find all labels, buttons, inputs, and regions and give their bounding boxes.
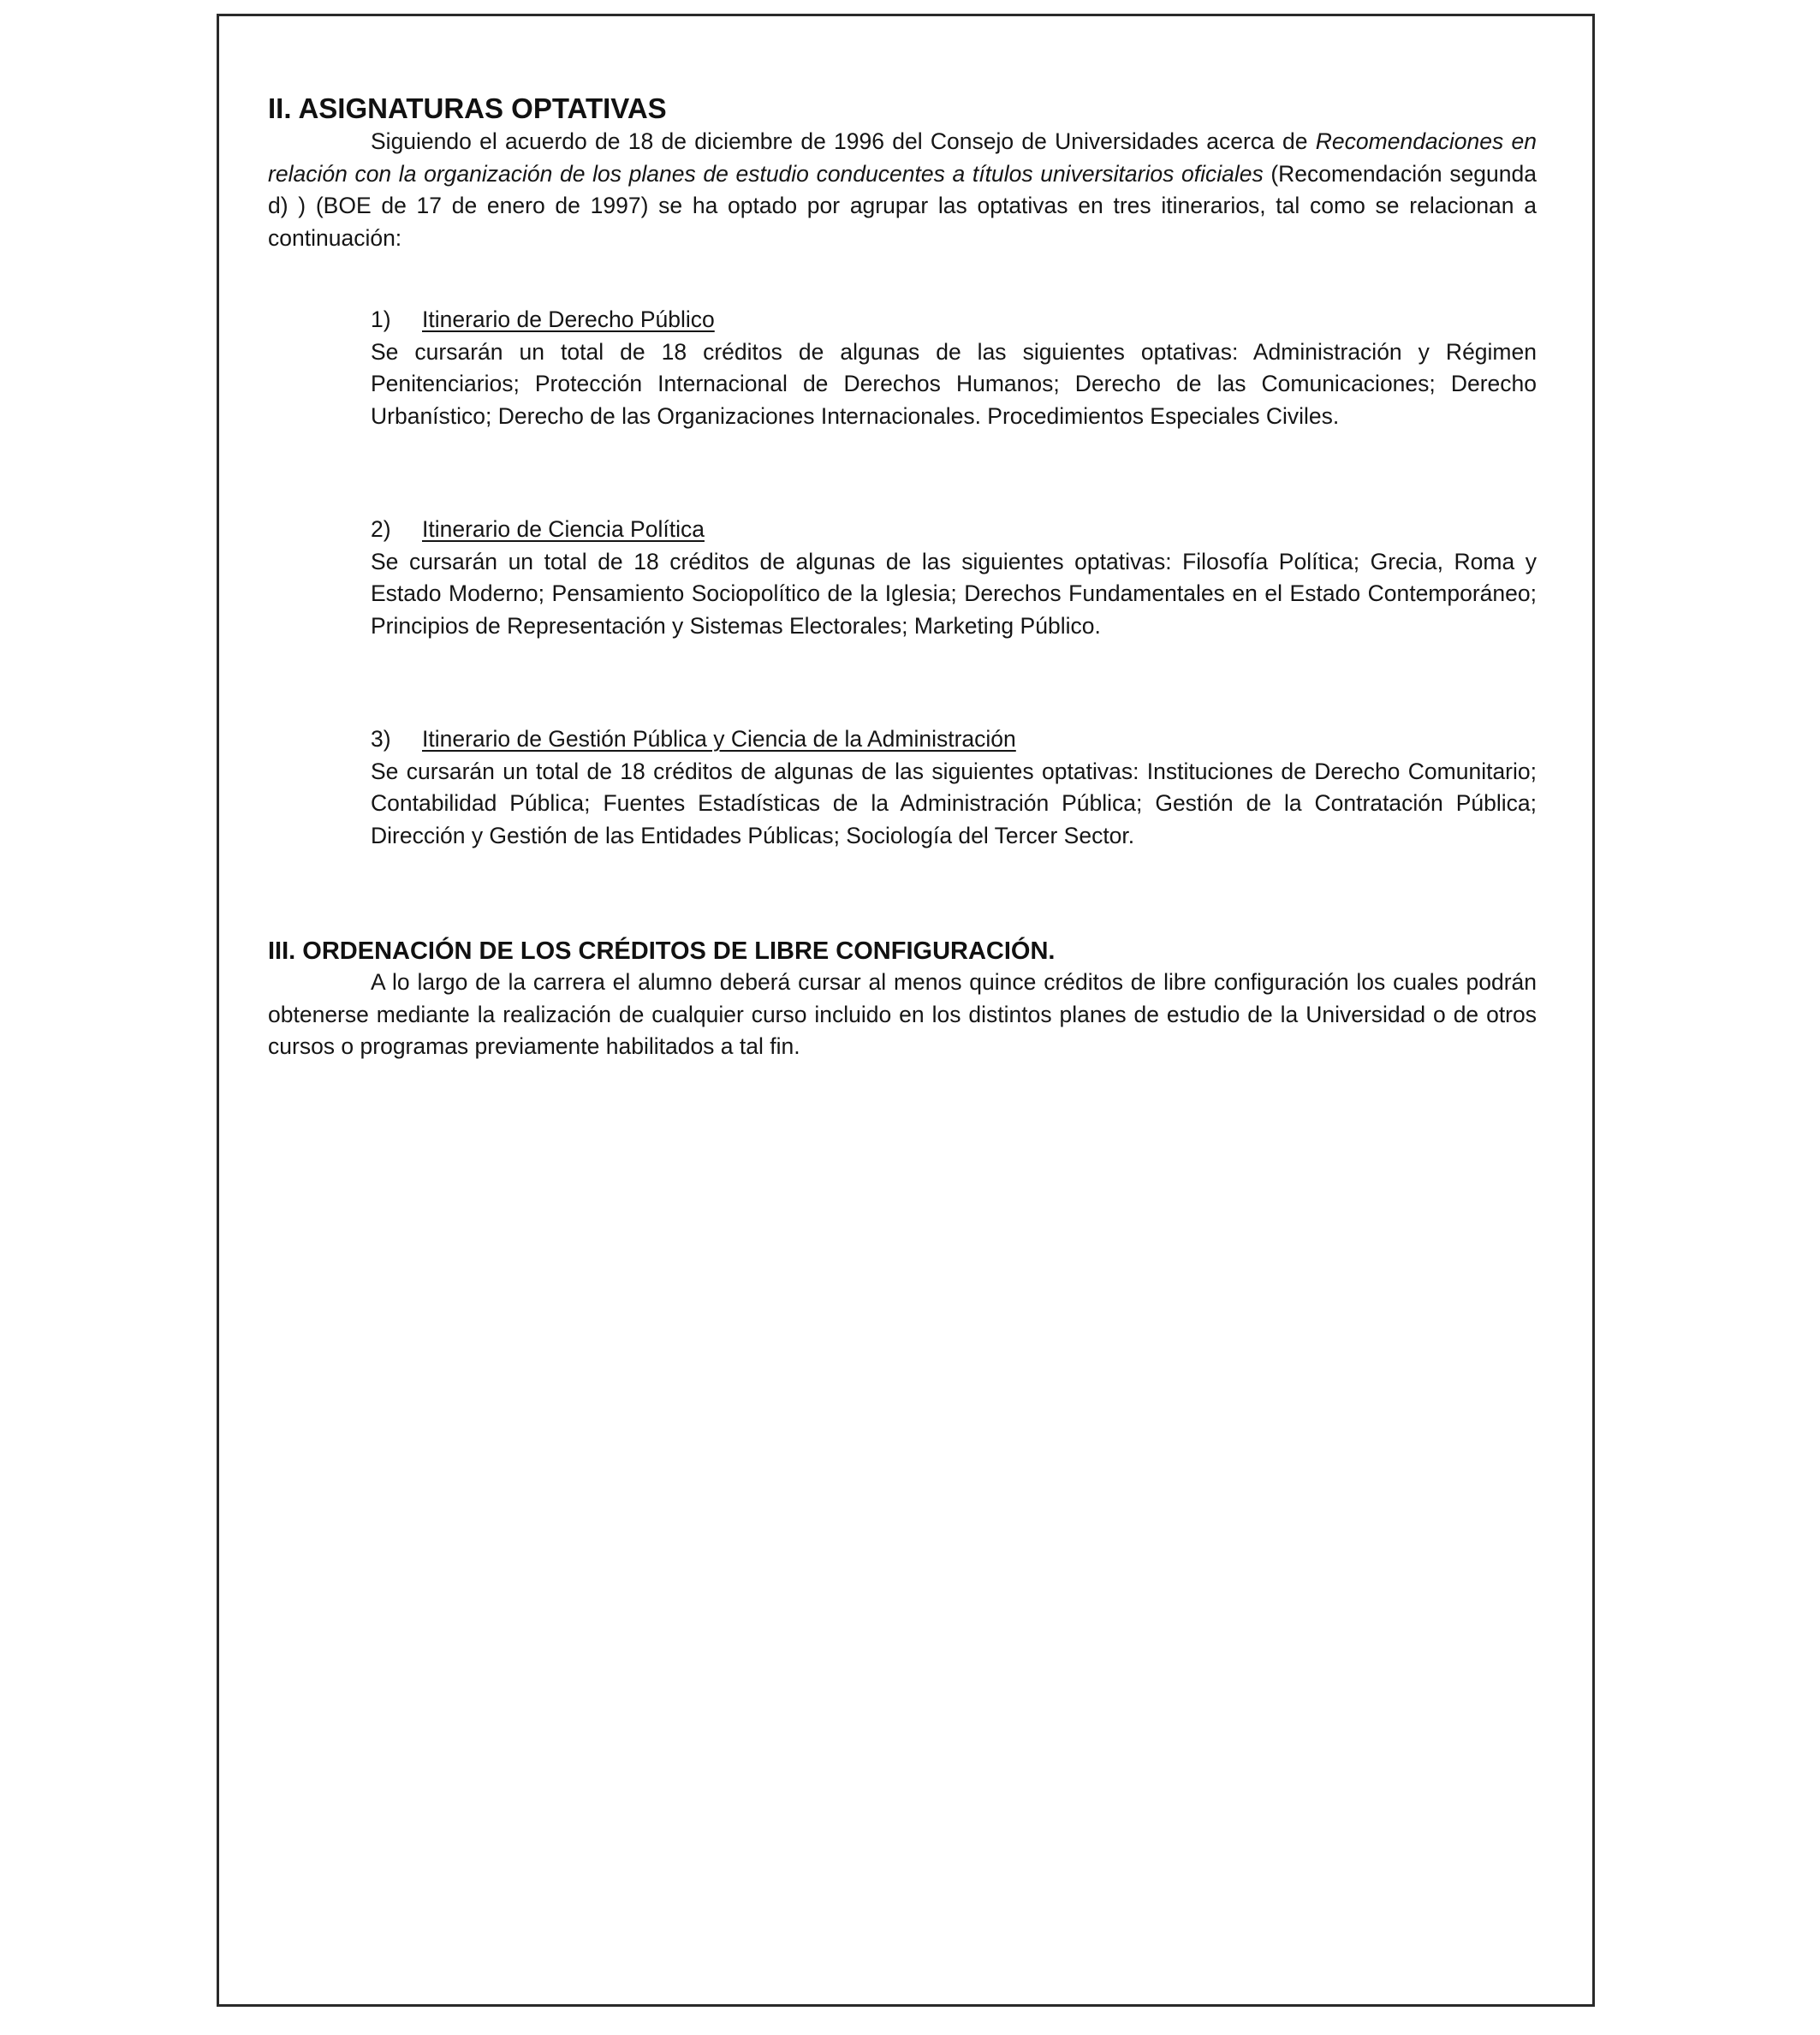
itinerary-number: 1) [371,306,391,332]
itinerary-number: 2) [371,516,391,542]
itinerary-description: Se cursarán un total de 18 créditos de algunas de las siguientes optativas: Administración y Régimen Penitenciarios; Protección Internacional de Derechos Humanos; Derecho de las Comunicaciones; Derecho Urbanístico; Derecho de las Organizaciones Internacionales. Procedimientos Especiales Civiles. [371,338,1537,429]
itinerary-title: Itinerario de Gestión Pública y Ciencia de la Administración [422,726,1016,752]
itinerary-title: Itinerario de Ciencia Política [422,516,705,542]
intro-text-start: Siguiendo el acuerdo de 18 de diciembre de 1996 del Consejo de Universidades acerca de [371,128,1316,154]
optativas-intro-paragraph [268,126,1537,254]
itinerary-description: Se cursarán un total de 18 créditos de algunas de las siguientes optativas: Instituciones de Derecho Comunitario; Contabilidad Pública; Fuentes Estadísticas de la Administración Pública; Gestión de la Contratación Pública; Dirección y Gestión de las Entidades Públicas; Sociología del Tercer Sector. [371,758,1537,848]
itinerary-description: Se cursarán un total de 18 créditos de algunas de las siguientes optativas: Filosofía Política; Grecia, Roma y Estado Moderno; Pensamiento Sociopolítico de la Iglesia; Derechos Fundamentales en el Estado Contemporáneo; Principios de Representación y Sistemas Electorales; Marketing Público. [371,548,1537,639]
itinerary-title: Itinerario de Derecho Público [422,306,715,332]
intro-text-end: (Recomendación segunda d) ) (BOE de 17 de enero de 1997) se ha optado por agrupar las optativas en tres itinerarios, tal como se relacionan a continuación: [268,160,1537,251]
itinerary-derecho-publico [371,304,1537,432]
libre-configuracion-paragraph: A lo largo de la carrera el alumno deberá cursar al menos quince créditos de libre configuración los cuales podrán obtenerse mediante la realización de cualquier curso incluido en los distintos planes de estudio de la Universidad o de otros cursos o programas previamente habilitados a tal fin. [268,969,1537,1059]
section-heading-optativas: II. ASIGNATURAS OPTATIVAS [268,92,667,124]
itinerary-ciencia-politica [371,514,1537,642]
section-heading-libre-configuracion: III. ORDENACIÓN DE LOS CRÉDITOS DE LIBRE CONFIGURACIÓN. [268,937,1056,965]
itinerary-number: 3) [371,726,391,752]
intro-text-italic: Recomendaciones en relación con la organización de los planes de estudio conducentes a títulos universitarios oficiales [268,128,1537,187]
document-content [268,92,1537,1063]
itinerary-gestion-publica [371,723,1537,852]
